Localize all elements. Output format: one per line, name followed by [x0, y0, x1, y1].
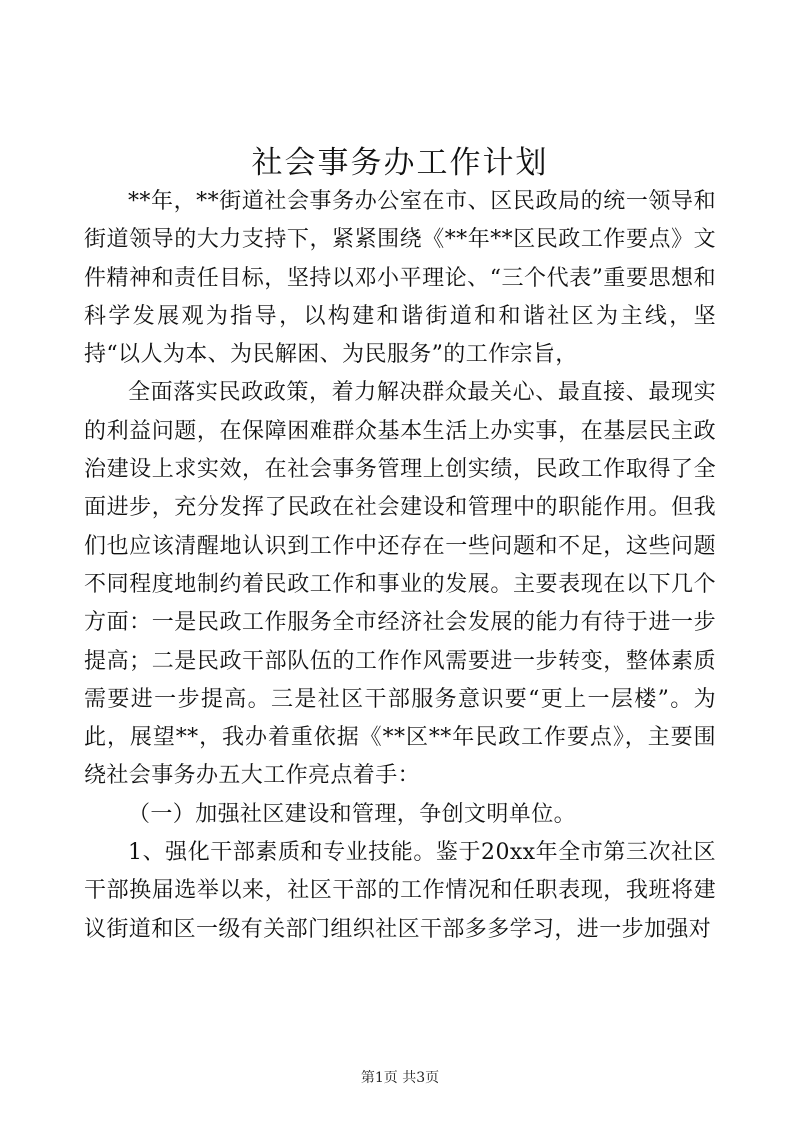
document-body	[84, 183, 716, 949]
paragraph-intro: **年，**街道社会事务办公室在市、区民政局的统一领导和街道领导的大力支持下，紧紧围绕《**年**区民政工作要点》文件精神和责任目标，坚持以邓小平理论、“三个代表”重要思想和科学发展观为指导，以构建和谐街道和和谐社区为主线，坚持“以人为本、为民解困、为民服务”的工作宗旨，	[84, 189, 716, 368]
page-footer: 第1页 共3页	[360, 1070, 440, 1086]
document-title: 社会事务办工作计划	[251, 145, 549, 181]
paragraph-item-1: 1、强化干部素质和专业技能。鉴于20xx年全市第三次社区干部换届选举以来，社区干部的工作情况和任职表现，我班将建议街道和区一级有关部门组织社区干部多多学习，进一步加强对	[84, 840, 716, 942]
paragraph-summary: 全面落实民政政策，着力解决群众最关心、最直接、最现实的利益问题，在保障困难群众基本生活上办实事，在基层民主政治建设上求实效，在社会事务管理上创实绩，民政工作取得了全面进步，充分发挥了民政在社会建设和管理中的职能作用。但我们也应该清醒地认识到工作中还存在一些问题和不足，这些问题不同程度地制约着民政工作和事业的发展。主要表现在以下几个方面：一是民政工作服务全市经济社会发展的能力有待于进一步提高；二是民政干部队伍的工作作风需要进一步转变，整体素质需要进一步提高。三是社区干部服务意识要“更上一层楼”。为此，展望**，我办着重依据《**区**年民政工作要点》，主要围绕社会事务办五大工作亮点着手：	[84, 380, 716, 789]
section-heading-1: （一）加强社区建设和管理，争创文明单位。	[128, 801, 577, 827]
